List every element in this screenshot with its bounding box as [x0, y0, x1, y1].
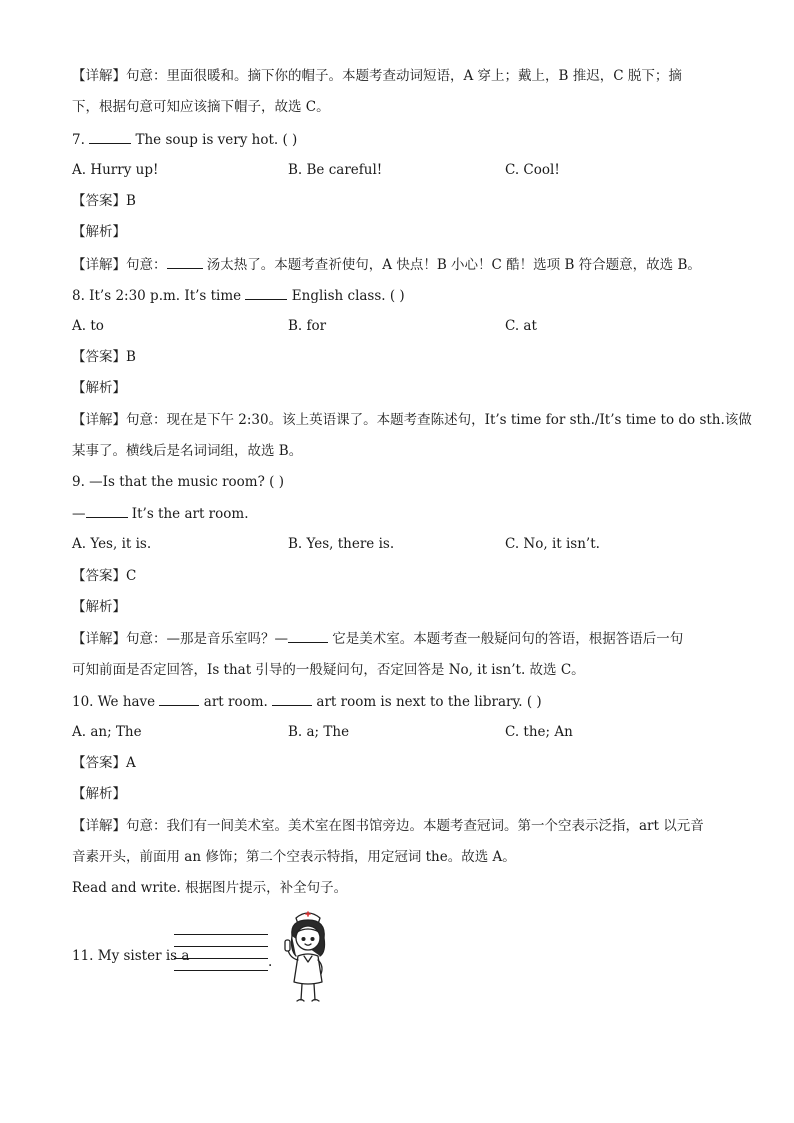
- q8-detail-line-2: 某事了。横线后是名词词组，故选 B。: [72, 443, 303, 459]
- q7-detail-prefix: 【详解】句意：: [72, 257, 167, 273]
- q7-analysis-label: 【解析】: [72, 224, 126, 240]
- q6-detail-line-2: 下，根据句意可知应该摘下帽子，故选 C。: [72, 99, 330, 115]
- q7-answer: 【答案】B: [72, 193, 136, 209]
- q9-reply-text: It’s the art room.: [127, 506, 249, 522]
- q7-stem: [72, 129, 722, 150]
- q7-option-a: A. Hurry up!: [72, 162, 159, 178]
- q11-writing-line-3: [174, 958, 268, 959]
- q7-detail: [72, 254, 722, 275]
- q9-option-a: A. Yes, it is.: [72, 536, 152, 552]
- q9-stem: 9. —Is that the music room? ( ): [72, 474, 284, 490]
- q9-blank: [86, 503, 128, 518]
- q10-blank-1: [159, 691, 199, 706]
- q9-reply-dash: —: [72, 506, 86, 522]
- q7-stem-text: The soup is very hot. ( ): [135, 132, 298, 148]
- q7-option-b: B. Be careful!: [288, 162, 383, 178]
- q7-detail-blank: [167, 254, 203, 269]
- q9-detail-line-1: [72, 628, 722, 649]
- q8-detail-line-1: 【详解】句意：现在是下午 2:30。该上英语课了。本题考查陈述句，It’s time for sth./It’s time to do sth.该做: [72, 412, 752, 428]
- q11-writing-line-4: [174, 970, 268, 971]
- q8-answer: 【答案】B: [72, 349, 136, 365]
- q11-period: .: [268, 954, 273, 970]
- q10-analysis-label: 【解析】: [72, 786, 126, 802]
- q9-option-c: C. No, it isn’t.: [505, 536, 600, 552]
- q10-stem-after: art room is next to the library. ( ): [316, 694, 542, 710]
- q8-stem: [72, 285, 722, 306]
- q11-stem: 11. My sister is a: [72, 948, 190, 964]
- nurse-illustration: [276, 906, 340, 1006]
- q10-stem: [72, 691, 722, 712]
- q8-option-b: B. for: [288, 318, 327, 334]
- q10-detail-line-2: 音素开头，前面用 an 修饰；第二个空表示特指，用定冠词 the。故选 A。: [72, 849, 516, 865]
- q9-analysis-label: 【解析】: [72, 599, 126, 615]
- q10-option-a: A. an; The: [72, 724, 142, 740]
- q6-detail-line-1: 【详解】句意：里面很暖和。摘下你的帽子。本题考查动词短语，A 穿上；戴上，B 推迟，C 脱下；摘: [72, 68, 682, 84]
- q10-detail-line-1: 【详解】句意：我们有一间美术室。美术室在图书馆旁边。本题考查冠词。第一个空表示泛指，art 以元音: [72, 818, 704, 834]
- q7-blank: [89, 129, 131, 144]
- q7-number: 7.: [72, 132, 85, 148]
- q11-writing-line-2: [174, 946, 268, 947]
- q9-answer: 【答案】C: [72, 568, 137, 584]
- q7-detail-suffix: 汤太热了。本题考查祈使句，A 快点！B 小心！C 酷！选项 B 符合题意，故选 B。: [202, 257, 701, 273]
- q9-detail-prefix: 【详解】句意：—那是音乐室吗？—: [72, 631, 288, 647]
- q10-option-c: C. the; An: [505, 724, 573, 740]
- q9-reply: [72, 503, 722, 524]
- q8-stem-after: English class. ( ): [291, 288, 405, 304]
- q11-writing-line-1: [174, 934, 268, 935]
- q9-detail-line-2: 可知前面是否定回答，Is that 引导的一般疑问句，否定回答是 No, it isn’t. 故选 C。: [72, 662, 585, 678]
- q7-option-c: C. Cool!: [505, 162, 560, 178]
- q10-answer: 【答案】A: [72, 755, 136, 771]
- q8-option-a: A. to: [72, 318, 104, 334]
- q9-option-b: B. Yes, there is.: [288, 536, 395, 552]
- q10-option-b: B. a; The: [288, 724, 350, 740]
- q9-detail-blank: [288, 628, 328, 643]
- q10-stem-middle: art room.: [203, 694, 268, 710]
- q8-stem-before: 8. It’s 2:30 p.m. It’s time: [72, 288, 242, 304]
- q10-stem-before: 10. We have: [72, 694, 156, 710]
- q8-blank: [245, 285, 287, 300]
- q8-analysis-label: 【解析】: [72, 380, 126, 396]
- q9-detail-suffix: 它是美术室。本题考查一般疑问句的答语，根据答语后一句: [328, 631, 684, 647]
- q8-option-c: C. at: [505, 318, 537, 334]
- q10-blank-2: [272, 691, 312, 706]
- section-heading: Read and write. 根据图片提示，补全句子。: [72, 880, 348, 896]
